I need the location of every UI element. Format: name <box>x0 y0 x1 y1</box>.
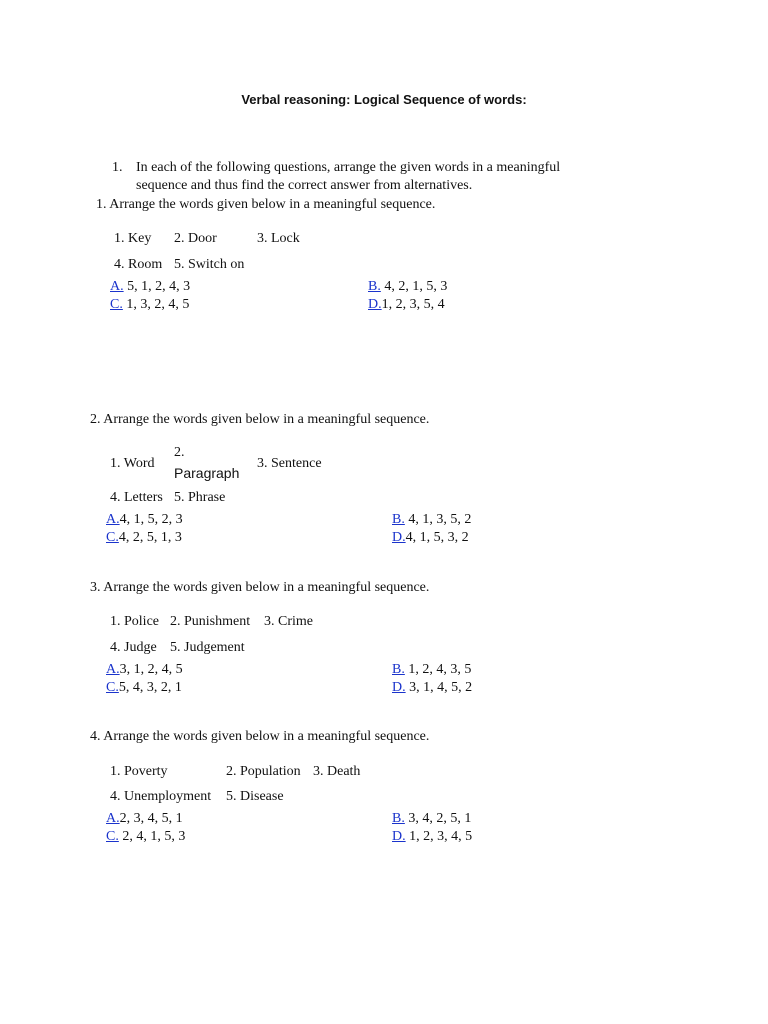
q1-word-5: 5. Switch on <box>174 257 245 272</box>
q3-option-c-link[interactable]: C. <box>106 680 119 695</box>
q2-option-d <box>392 530 469 546</box>
q4-option-c <box>106 829 185 845</box>
q1-option-b <box>368 279 447 295</box>
q4-option-a <box>106 811 183 827</box>
q3-option-a <box>106 662 183 678</box>
q4-option-c-link[interactable]: C. <box>106 829 119 844</box>
question-1-prompt: 1. Arrange the words given below in a meaningful sequence. <box>96 197 436 212</box>
q1-option-d-value: 1, 2, 3, 5, 4 <box>381 297 445 312</box>
q2-option-a <box>106 512 183 528</box>
q3-word-5: 5. Judgement <box>170 640 245 655</box>
instruction-number: 1. <box>112 160 123 175</box>
q1-option-d <box>368 297 445 313</box>
q2-option-c-link[interactable]: C. <box>106 530 119 545</box>
q1-option-a-link[interactable]: A. <box>110 279 124 294</box>
q2-option-c <box>106 530 182 546</box>
q1-option-c-link[interactable]: C. <box>110 297 123 312</box>
q1-option-b-value: 4, 2, 1, 5, 3 <box>384 279 448 294</box>
q1-word-4: 4. Room <box>114 257 163 272</box>
question-2-prompt: 2. Arrange the words given below in a meaningful sequence. <box>90 412 430 427</box>
q4-word-4: 4. Unemployment <box>110 789 212 804</box>
instruction-line-2: sequence and thus find the correct answer from alternatives. <box>136 178 473 193</box>
q2-word-2-number: 2. <box>174 445 185 460</box>
q1-word-2: 2. Door <box>174 231 217 246</box>
q4-word-1: 1. Poverty <box>110 764 168 779</box>
q3-word-3: 3. Crime <box>264 614 313 629</box>
q2-option-b <box>392 512 471 528</box>
q2-option-a-value: 4, 1, 5, 2, 3 <box>119 512 183 527</box>
q2-option-d-link[interactable]: D. <box>392 530 406 545</box>
q3-option-b-value: 1, 2, 4, 3, 5 <box>408 662 472 677</box>
page-title: Verbal reasoning: Logical Sequence of words: <box>241 92 527 107</box>
q3-option-b <box>392 662 471 678</box>
q1-option-c <box>110 297 189 313</box>
q2-word-1: 1. Word <box>110 456 155 471</box>
q1-option-b-link[interactable]: B. <box>368 279 381 294</box>
q3-option-d-link[interactable]: D. <box>392 680 406 695</box>
q4-option-c-value: 2, 4, 1, 5, 3 <box>122 829 186 844</box>
q4-option-d-link[interactable]: D. <box>392 829 406 844</box>
q2-option-c-value: 4, 2, 5, 1, 3 <box>118 530 182 545</box>
q2-option-d-value: 4, 1, 5, 3, 2 <box>405 530 469 545</box>
q2-word-3: 3. Sentence <box>257 456 322 471</box>
q3-option-c <box>106 680 182 696</box>
q2-word-4: 4. Letters <box>110 490 163 505</box>
q1-option-a <box>110 279 190 295</box>
q2-word-2-text: Paragraph <box>174 465 240 481</box>
q4-option-a-link[interactable]: A. <box>106 811 120 826</box>
q4-option-b-value: 3, 4, 2, 5, 1 <box>408 811 472 826</box>
q3-option-c-value: 5, 4, 3, 2, 1 <box>118 680 182 695</box>
q4-word-3: 3. Death <box>313 764 361 779</box>
q2-option-b-link[interactable]: B. <box>392 512 405 527</box>
q1-word-1: 1. Key <box>114 231 152 246</box>
q4-option-d <box>392 829 472 845</box>
q4-option-b-link[interactable]: B. <box>392 811 405 826</box>
q1-option-a-value: 5, 1, 2, 4, 3 <box>127 279 191 294</box>
q1-option-d-link[interactable]: D. <box>368 297 382 312</box>
question-3-prompt: 3. Arrange the words given below in a meaningful sequence. <box>90 580 430 595</box>
question-4-prompt: 4. Arrange the words given below in a meaningful sequence. <box>90 729 430 744</box>
q3-option-d-value: 3, 1, 4, 5, 2 <box>409 680 473 695</box>
q3-option-a-value: 3, 1, 2, 4, 5 <box>119 662 183 677</box>
q3-option-a-link[interactable]: A. <box>106 662 120 677</box>
q2-option-a-link[interactable]: A. <box>106 512 120 527</box>
q1-word-3: 3. Lock <box>257 231 300 246</box>
q4-option-d-value: 1, 2, 3, 4, 5 <box>409 829 473 844</box>
q4-option-a-value: 2, 3, 4, 5, 1 <box>119 811 183 826</box>
q1-option-c-value: 1, 3, 2, 4, 5 <box>126 297 190 312</box>
q3-word-2: 2. Punishment <box>170 614 251 629</box>
q2-option-b-value: 4, 1, 3, 5, 2 <box>408 512 472 527</box>
q4-word-5: 5. Disease <box>226 789 284 804</box>
q3-option-b-link[interactable]: B. <box>392 662 405 677</box>
instruction-line-1: In each of the following questions, arrange the given words in a meaningful <box>136 160 561 175</box>
instructions <box>112 159 560 195</box>
q2-word-5: 5. Phrase <box>174 490 226 505</box>
q4-word-2: 2. Population <box>226 764 301 779</box>
q4-option-b <box>392 811 471 827</box>
q3-word-4: 4. Judge <box>110 640 157 655</box>
q3-option-d <box>392 680 472 696</box>
q3-word-1: 1. Police <box>110 614 159 629</box>
